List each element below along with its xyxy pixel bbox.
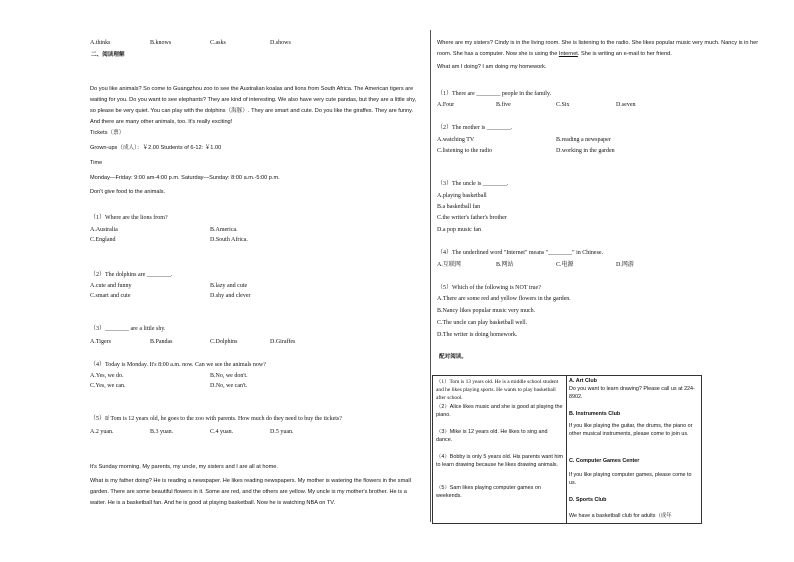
option: D.5 yuan.: [270, 429, 294, 435]
option: C.listening to the radio: [437, 148, 492, 154]
option: C.Dolphins: [210, 339, 238, 345]
club-desc: We have a basketball club for adults（成年: [569, 513, 672, 519]
matching-heading: 配对阅读。: [439, 354, 467, 360]
option: B.网站: [496, 262, 514, 268]
option: A.互联网: [437, 262, 461, 268]
question: （1）Where are the lions from?: [90, 215, 168, 221]
option: D.seven: [616, 102, 636, 108]
option: A.Australia: [90, 227, 118, 233]
option: D.shows: [270, 40, 291, 46]
option: D.The writer is doing homework.: [437, 332, 518, 338]
option: D.working in the garden: [556, 148, 615, 154]
matching-table: [432, 375, 702, 524]
question: （1）There are ________ people in the family.: [437, 91, 552, 97]
question: （4）Today is Monday. It's 8:00 a.m. now. Can we see the animals now?: [90, 362, 266, 368]
time-label: Time: [90, 160, 103, 166]
option: A.2 yuan.: [90, 429, 114, 435]
question: （3）The uncle is ________.: [437, 181, 509, 187]
option: B.knows: [150, 40, 172, 46]
ticket-prices: Grown-ups（成人）：￥2.00 Students of 6-12: ￥1.00: [90, 145, 222, 151]
underlined-word: Internet: [558, 51, 578, 57]
option: A.playing basketball: [437, 193, 487, 199]
option: D.网游: [616, 262, 634, 268]
option: D.No, we can't.: [210, 383, 248, 389]
option: C.smart and cute: [90, 293, 131, 299]
question: （3）________ are a little shy.: [90, 326, 166, 332]
option: B.Nancy likes popular music very much.: [437, 308, 536, 314]
person-item: （4）Bobby is only 5 years old. His parents want him to learn drawing because he likes drawing animals.: [436, 454, 564, 468]
club-desc: If you like playing computer games, please come to us.: [569, 472, 692, 486]
person-item: （2）Alice likes music and she is good at playing the piano.: [436, 404, 563, 418]
person-item: （1）Tom is 13 years old. He is a middle school student and he likes playing sports. He wants to play basketball after school.: [436, 379, 559, 401]
option: D.Giraffes: [270, 339, 296, 345]
option: A.There are some red and yellow flowers in the garden.: [437, 296, 571, 302]
passage-text: . She is writing an e-mail to her friend.: [577, 51, 672, 57]
question: （5）If Tom is 12 years old, he goes to the zoo with parents. How much do they need to buy the tickets?: [90, 416, 342, 422]
club-name: A. Art Club: [569, 378, 597, 384]
tickets-label: Tickets（票）: [90, 130, 125, 136]
option: B.a basketball fan: [437, 204, 481, 210]
opening-hours: Monday—Friday: 9:00 am-4:00 p.m. Saturday—Sunday: 8:00 a.m.-5:00 p.m.: [90, 175, 280, 181]
person-item: （3）Mike is 12 years old. He likes to sing and dance.: [436, 429, 548, 443]
option: D.shy and clever: [210, 293, 251, 299]
option: D.a pop music fan: [437, 227, 481, 233]
passage-zoo: Do you like animals? So come to Guangzhou zoo to see the Australian koalas and lions from South Africa. The American tigers are waiting for you. Do you want to see elephants? They are kind of interesting. We also have very cute pandas, but they are a little shy, so please be very quiet. You can play with the dolphins（海豚）. They are smart and cute. Do you like the giraffes. They are funny. And there are many other animals, too. It's really exciting!: [90, 86, 417, 125]
question: （2）The mother is ________.: [437, 125, 513, 131]
passage-sisters: [437, 38, 773, 60]
option: B.No, we don't.: [210, 373, 248, 379]
passage-text: Where are my sisters? Cindy is in the living room. She is listening to the radio. She likes popular music very much. Nancy is in her room. She has a computer. Now she is using the: [437, 40, 759, 57]
option: A.Yes, we do.: [90, 373, 124, 379]
person-item: （5）Sam likes playing computer games on weekends.: [436, 485, 541, 499]
option: C.The uncle can play basketball well.: [437, 320, 528, 326]
option: C.4 yuan.: [210, 429, 234, 435]
question: （5）Which of the following is NOT true?: [437, 285, 541, 291]
option: C.Six: [556, 102, 570, 108]
option: B.3 yuan.: [150, 429, 174, 435]
option: C.England: [90, 237, 116, 243]
club-name: B. Instruments Club: [569, 411, 621, 417]
option: B.lazy and cute: [210, 283, 248, 289]
option: A.watching TV: [437, 137, 475, 143]
option: B.Pandas: [150, 339, 173, 345]
option: A.thinks: [90, 40, 111, 46]
club-name: D. Sports Club: [569, 497, 607, 503]
option: B.reading a newspaper: [556, 137, 611, 143]
option: B.five: [496, 102, 511, 108]
question: （2）The dolphins are ________.: [90, 272, 173, 278]
table-divider: [566, 376, 567, 523]
option: A.cute and funny: [90, 283, 132, 289]
option: D.South Africa.: [210, 237, 248, 243]
club-desc: Do you want to learn drawing? Please call us at 224-8902.: [569, 386, 695, 400]
option: B.America.: [210, 227, 238, 233]
club-name: C. Computer Games Center: [569, 458, 640, 464]
option: A.Four: [437, 102, 455, 108]
option: C.asks: [210, 40, 226, 46]
option: A.Tigers: [90, 339, 111, 345]
option: C.the writer's father's brother: [437, 215, 507, 221]
section-heading: 二、阅读理解: [91, 52, 125, 58]
passage-homework: What am I doing? I am doing my homework.: [437, 64, 547, 70]
zoo-rule: Don't give food to the animals.: [90, 189, 166, 195]
passage-family-intro: It's Sunday morning. My parents, my uncle, my sisters and I are all at home.: [90, 464, 278, 470]
option: C.电源: [556, 262, 574, 268]
club-desc: If you like playing the guitar, the drums, the piano or other musical instruments, please come to join us.: [569, 423, 693, 437]
passage-family: What is my father doing? He is reading a newspaper. He likes reading newspapers. My mother is watering the flowers in the small garden. There are some beautiful flowers in it. Some are red, and the others are yellow. My uncle is my mother's brother. He is a waiter. He is a basketball fan. And he is good at playing basketball. Now he is watching NBA on TV.: [90, 478, 411, 506]
column-divider: [430, 30, 431, 522]
option: C.Yes, we can.: [90, 383, 126, 389]
question: （4）The underlined word "Internet" means "________" in Chinese.: [437, 250, 604, 256]
